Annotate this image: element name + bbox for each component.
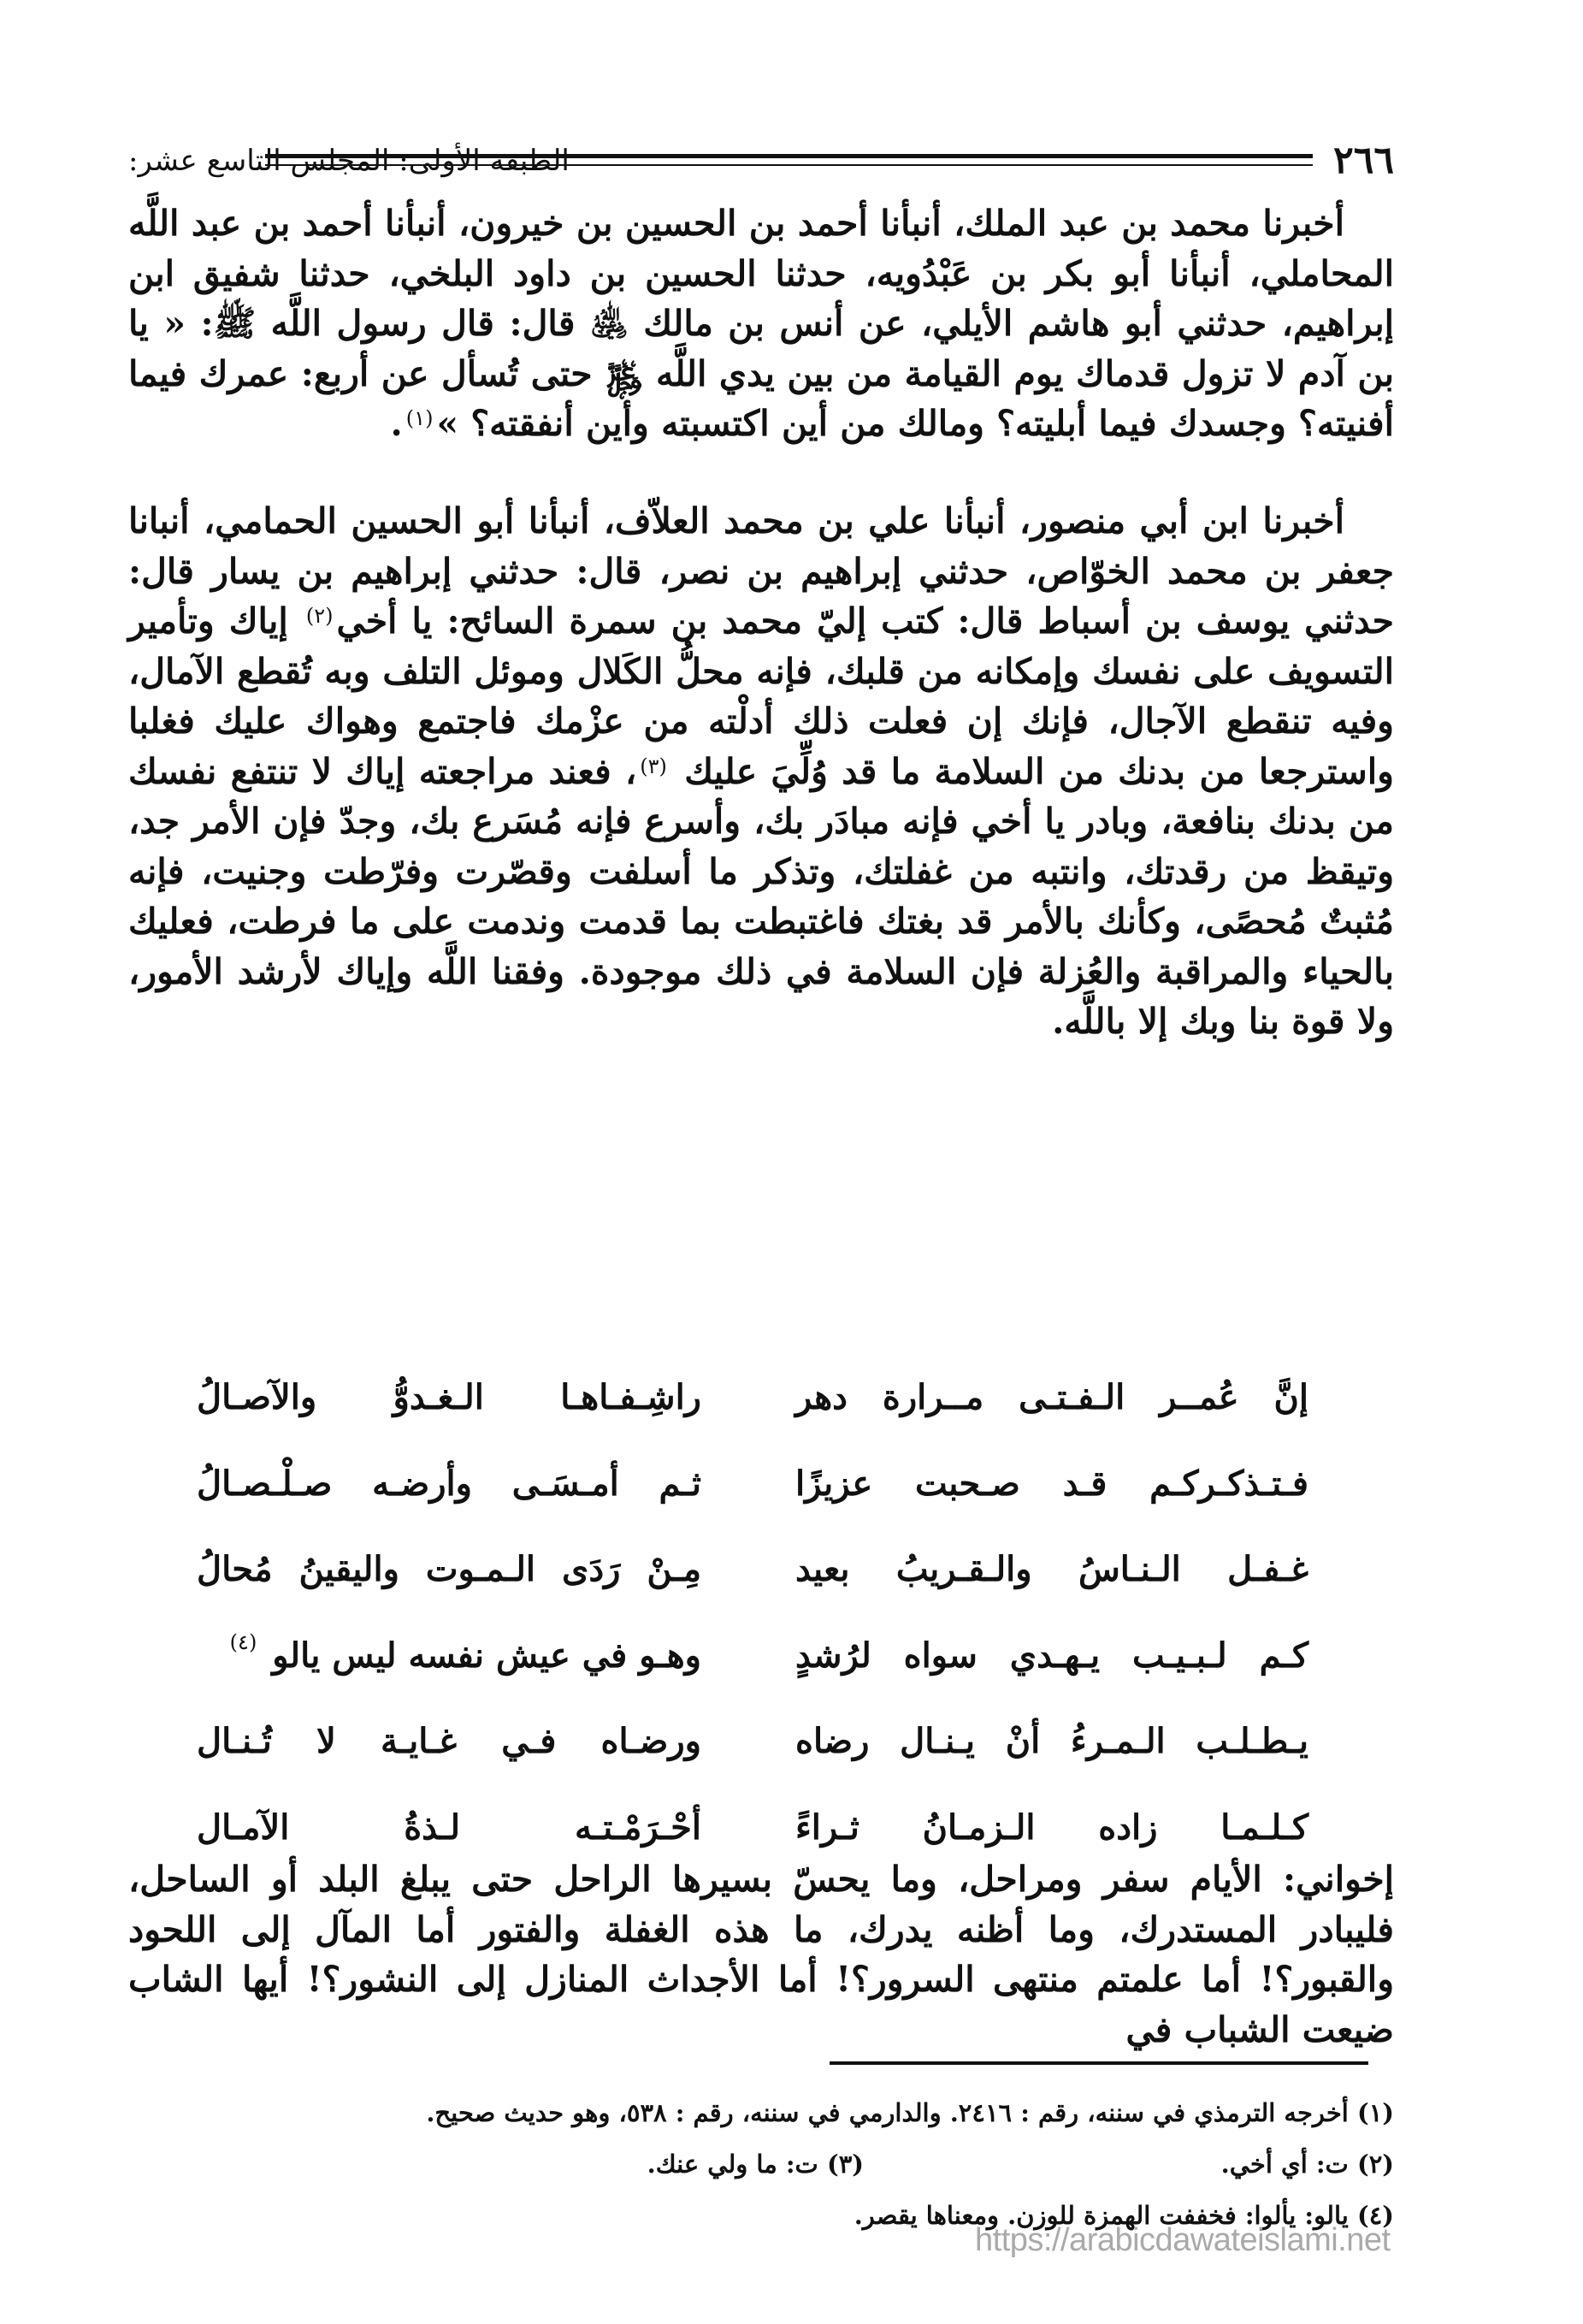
hemistich-first: إنَّ عُمــر الـفـتـى مــرارة دهر (795, 1377, 1308, 1417)
footnote-3: (٣) ت: ما ولي عنك. (647, 2150, 864, 2179)
poetry-couplet (128, 1369, 1394, 1455)
footnote-ref-4[interactable]: (٤) (229, 1629, 257, 1654)
footnote-2: (٢) ت: أي أخي. (1220, 2150, 1394, 2179)
hemistich-first: يـطـلـب الـمـرءُ أنْ يـنـال رضاه (795, 1721, 1308, 1761)
hemistich-second: مِـنْ رَدَى الـمـوت واليقينُ مُحالُ (197, 1549, 701, 1589)
footnote-1: (١) أخرجه الترمذي في سننه، رقم : ٢٤١٦. والدارمي في سننه، رقم : ٥٣٨، وهو حديث صحيح. (426, 2098, 1394, 2127)
paragraph-text-c: ، فعند مراجعته إياك لا تنتفع نفسك من بدنك بنافعة، وبادر يا أخي فإنه مبادَر بك، وأسرع فإنه مُسَرع بك، وجدّ فإن الأمر جد، وتيقظ من رقدتك، وانتبه من غفلتك، وتذكر ما أسلفت وقصّرت وفرّطت وجنيت، فإنه مُثبتٌ مُحصًى، وكأنك بالأمر قد بغتك فاغتبطت بما قدمت وندمت على ما فرطت، فعليك بالحياء والمراقبة والعُزلة فإن السلامة في ذلك موجودة. وفقنا اللَّه وإياك لأرشد الأمور، ولا قوة بنا وبك إلا باللَّه. (128, 750, 1394, 1042)
hemistich-text: وهـو في عيش نفسه ليس يالو (272, 1635, 701, 1676)
footnote-line (128, 2138, 1394, 2190)
paragraph-text-a: أخبرنا ابن أبي منصور، أنبأنا علي بن محمد العلاّف، أنبأنا أبو الحسين الحمامي، أنبانا جعفر بن محمد الخوّاص، حدثني إبراهيم بن نصر، قال: حدثني إبراهيم بن يسار قال: حدثني يوسف بن أسباط قال: كتب إليّ محمد بن سمرة السائح: يا أخي (128, 500, 1394, 642)
hemistich-second: أحْـرَمْـتـه لـذةُ الآمـال (197, 1807, 701, 1848)
hemistich-second: راشِـفـاهـا الـغـدوُّ والآصـالُ (197, 1377, 701, 1417)
paragraph-text: الأيام سفر ومراحل، وما يحسّ بسيرها الراحل حتى يبلغ البلد أو الساحل، فليبادر المستدرك، وما أظنه يدرك، ما هذه الغفلة والفتور أما المآل إلى اللحود والقبور؟! أما علمتم منتهى السرور؟! أما الأجداث المنازل إلى النشور؟! أيها الشاب ضيعت الشباب في (128, 1859, 1394, 2050)
hemistich-first: غـفـل الـنـاسُ والـقـريبُ بعيد (795, 1549, 1308, 1589)
poetry-couplet (128, 1540, 1394, 1627)
poetry-couplet (128, 1455, 1394, 1541)
footnote-ref-3[interactable]: (٣) (640, 754, 667, 778)
footnotes (128, 2087, 1394, 2241)
page-number: ٢٦٦ (1333, 139, 1394, 182)
hemistich-second: ورضـاه فـي غـايـة لا تُـنـال (197, 1721, 701, 1761)
running-title: الطبقة الأولى: المجلس التاسع عشر: (128, 144, 570, 178)
hemistich-first: كـلـمـا زاده الـزمـانُ ثـراءً (795, 1807, 1308, 1848)
hemistich-second: ثـم أمـسَـى وأرضـه صـلْـصـالُ (197, 1463, 701, 1504)
paragraph-tail: . (390, 403, 403, 444)
paragraph-lead: إخواني: (1282, 1859, 1394, 1900)
hemistich-first: فـتـذكـركـم قـد صـحبت عزيزًا (795, 1463, 1308, 1504)
paragraph-text-b: إياك وتأمير التسويف على نفسك وإمكانه من قلبك، فإنه محلُّ الكَلال وموئل التلف وبه تُقطع الآمال، وفيه تنقطع الآجال، فإنك إن فعلت ذلك أدلْته من عزْمك فاجتمع وهواك عليك فغلبا واسترجعا من بدنك من السلامة ما قد وُلِّيَ عليك (128, 600, 1394, 792)
footnote-ref-1[interactable]: (١) (405, 406, 434, 430)
paragraph-hadith (128, 198, 1394, 449)
footnote-ref-2[interactable]: (٢) (305, 604, 334, 628)
page-header (128, 137, 1394, 188)
hemistich-first: كـم لـبـيـب يـهـدي سواه لرُشدٍ (795, 1635, 1308, 1676)
poetry-couplet (128, 1627, 1394, 1713)
footnote-line (128, 2087, 1394, 2138)
footnote-4: (٤) يالو: يألوا: فخففت الهمزة للوزن. ومعناها يقصر. (854, 2201, 1394, 2230)
paragraph-text: أخبرنا محمد بن عبد الملك، أنبأنا أحمد بن الحسين بن خيرون، أنبأنا أحمد بن عبد اللَّه المحاملي، أنبأنا أبو بكر بن عَبْدُويه، حدثنا الحسين بن داود البلخي، حدثنا شفيق ابن إبراهيم، حدثني أبو هاشم الأيلي، عن أنس بن مالك ﵁ قال: قال رسول اللَّه ﷺ: « يا بن آدم لا تزول قدماك يوم القيامة من بين يدي اللَّه ﷿ حتى تُسأل عن أربع: عمرك فيما أفنيته؟ وجسدك فيما أبليته؟ ومالك من أين اكتسبته وأين أنفقته؟ » (128, 203, 1394, 444)
poetry-couplet (128, 1712, 1394, 1799)
paragraph-letter (128, 496, 1394, 1047)
paragraph-exhortation (128, 1854, 1394, 2055)
hemistich-second (197, 1629, 701, 1676)
watermark-url: https://arabicdawateislami.net (975, 2222, 1391, 2258)
poetry-block (128, 1369, 1394, 1884)
footnote-separator (830, 2061, 1368, 2065)
